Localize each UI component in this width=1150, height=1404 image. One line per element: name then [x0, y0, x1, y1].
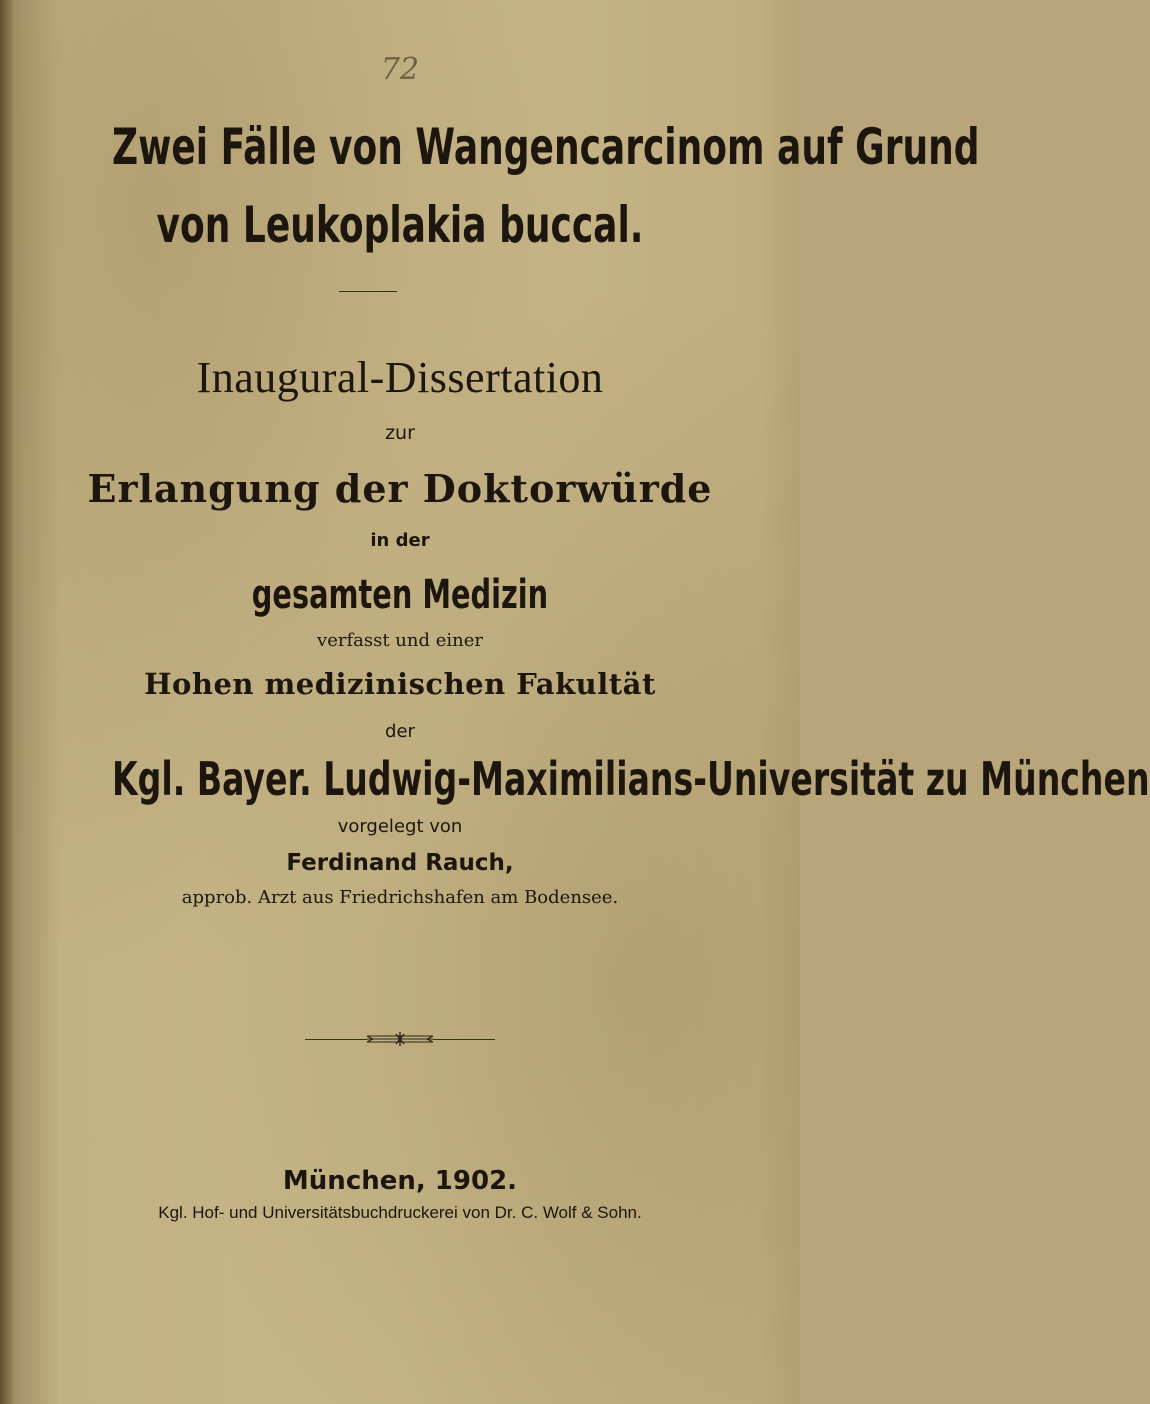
text-zur: zur: [385, 422, 415, 444]
handwritten-note: 72: [380, 52, 420, 87]
printer-ornament-icon: [305, 1032, 495, 1046]
text-der: der: [385, 721, 415, 742]
ornament-line-right: [433, 1039, 495, 1040]
title-line-1: Zwei Fälle von Wangencarcinom auf Grund: [112, 118, 980, 176]
title-line-2: von Leukoplakia buccal.: [156, 196, 644, 254]
ornament-center-icon: [365, 1032, 435, 1046]
text-in-der: in der: [370, 530, 430, 551]
faculty-heading: Hohen medizinischen Fakultät: [144, 667, 656, 701]
author-detail: approb. Arzt aus Friedrichshafen am Bodensee.: [181, 887, 619, 908]
university-name: Kgl. Bayer. Ludwig-Maximilians-Universität zu München: [112, 752, 1150, 806]
text-verfasst: verfasst und einer: [317, 630, 483, 651]
author-name: Ferdinand Rauch,: [286, 850, 514, 876]
title-divider: [339, 291, 397, 292]
degree-heading: Erlangung der Doktorwürde: [87, 466, 713, 511]
printer-imprint: Kgl. Hof- und Universitätsbuchdruckerei von Dr. C. Wolf & Sohn.: [158, 1203, 642, 1222]
field-heading: gesamten Medizin: [251, 572, 549, 618]
city-year: München, 1902.: [282, 1166, 518, 1196]
ornament-line-left: [305, 1039, 367, 1040]
dissertation-heading: Inaugural-Dissertation: [196, 353, 604, 402]
text-vorgelegt: vorgelegt von: [337, 816, 463, 837]
